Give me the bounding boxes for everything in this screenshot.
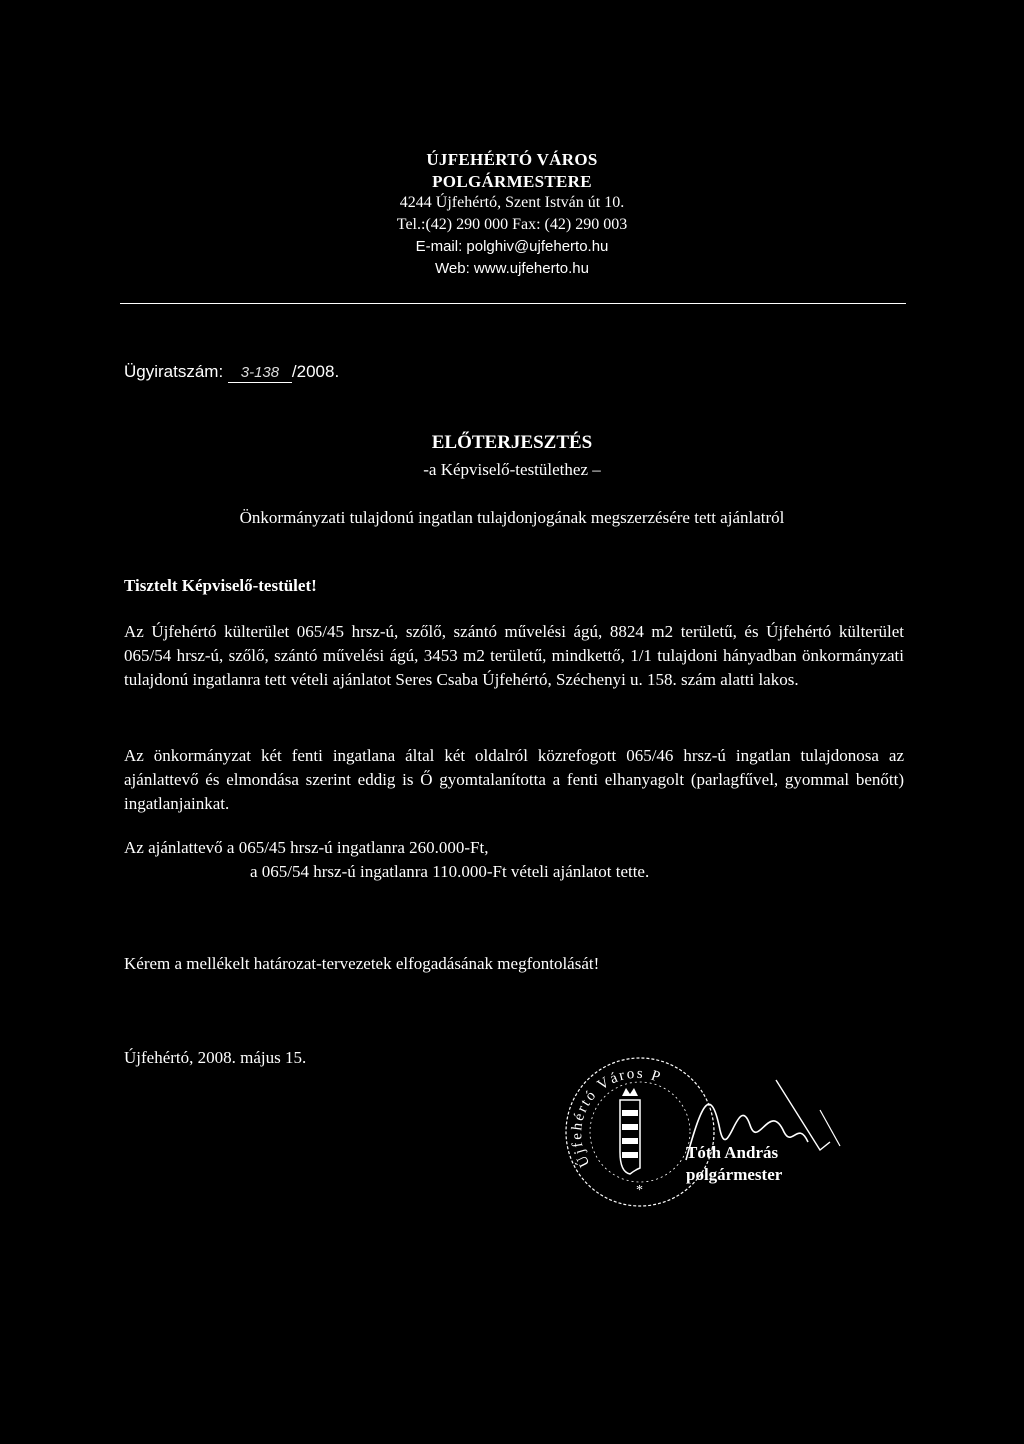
office-name: POLGÁRMESTERE — [432, 172, 592, 191]
offer-line-1: Az ajánlattevő a 065/45 hrsz-ú ingatlanra 260.000-Ft, — [124, 838, 489, 857]
reference-label: Ügyiratszám: — [124, 362, 224, 381]
reference-suffix: /2008. — [291, 362, 340, 381]
document-date: Újfehértó, 2008. május 15. — [124, 1048, 307, 1067]
signatory-name: Tóth András — [686, 1143, 779, 1162]
city-name: ÚJFEHÉRTÓ VÁROS — [426, 150, 598, 169]
document-subject: Önkormányzati tulajdonú ingatlan tulajdonjogának megszerzésére tett ajánlatról — [239, 508, 785, 527]
paragraph-owner: Az önkormányzat két fenti ingatlana által két oldalról közrefogott 065/46 hrsz-ú ingatlan tulajdonosa az ajánlattevő és elmondása szerint eddig is Ő gyomtalanította a fenti elhanyagolt (parlagfűvel, gyommal benőtt) ingatlanjainkat. — [124, 746, 904, 813]
web-line: Web: www.ujfeherto.hu — [435, 260, 589, 277]
phone-line: Tel.:(42) 290 000 Fax: (42) 290 003 — [396, 216, 628, 233]
document-title: ELŐTERJESZTÉS — [431, 432, 593, 453]
address-line: 4244 Újfehértó, Szent István út 10. — [399, 194, 625, 211]
signatory-title: polgármester — [686, 1165, 783, 1184]
paragraph-offer: Az Újfehértó külterület 065/45 hrsz-ú, szőlő, szántó művelési ágú, 8824 m2 területű, és Újfehértó külterület 065/54 hrsz-ú, szőlő, szántó művelési ágú, 3453 m2 területű, mindkettő, 1/1 tulajdoni hányadban önkormányzati tulajdonú ingatlanra tett vételi ajánlatot Seres Csaba Újfehértó, Széchenyi u. 158. szám alatti lakos. — [124, 622, 904, 689]
salutation: Tisztelt Képviselő-testület! — [124, 576, 317, 595]
document-subtitle: -a Képviselő-testülethez – — [423, 460, 601, 479]
reference-handwritten: 3-138 — [228, 364, 292, 383]
reference-number — [124, 360, 339, 384]
email-line: E-mail: polghiv@ujfeherto.hu — [415, 238, 609, 255]
svg-text:*: * — [636, 1183, 643, 1198]
offer-line-2: a 065/54 hrsz-ú ingatlanra 110.000-Ft vételi ajánlatot tette. — [250, 862, 650, 881]
request-line: Kérem a mellékelt határozat-tervezetek elfogadásának megfontolását! — [124, 954, 600, 973]
svg-text:Újfehértó Város P — [569, 1066, 664, 1170]
stamp-text: Újfehértó Város P — [569, 1065, 664, 1170]
header-divider — [120, 303, 906, 304]
